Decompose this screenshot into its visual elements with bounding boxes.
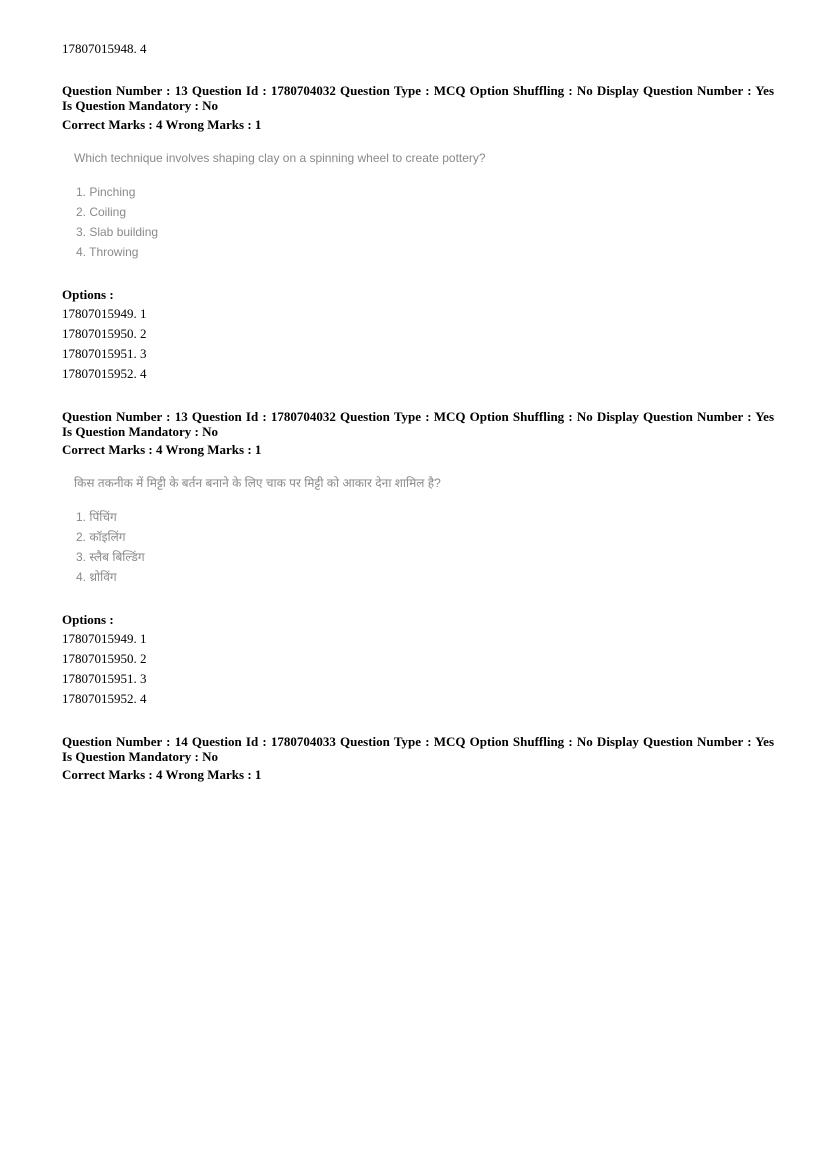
question-meta-line: Question Number : 13 Question Id : 1780704032 Question Type : MCQ Option Shuffling : No Display Question Number : Yes <box>62 409 774 424</box>
question-marks-line: Correct Marks : 4 Wrong Marks : 1 <box>62 767 262 782</box>
option-line: 17807015952. 4 <box>62 691 147 706</box>
question-choice: 4. Throwing <box>76 245 139 259</box>
options-label: Options : <box>62 287 114 302</box>
option-line: 17807015949. 1 <box>62 631 147 646</box>
options-label: Options : <box>62 612 114 627</box>
option-line: 17807015948. 4 <box>62 41 147 56</box>
question-choice: 1. Pinching <box>76 185 136 199</box>
option-line: 17807015950. 2 <box>62 326 147 341</box>
option-line: 17807015952. 4 <box>62 366 147 381</box>
question-meta-line: Question Number : 13 Question Id : 1780704032 Question Type : MCQ Option Shuffling : No Display Question Number : Yes <box>62 83 774 98</box>
question-choice: 4. थ्रोविंग <box>76 570 117 584</box>
question-mandatory-line: Is Question Mandatory : No <box>62 749 219 764</box>
question-mandatory-line: Is Question Mandatory : No <box>62 98 219 113</box>
option-line: 17807015951. 3 <box>62 346 147 361</box>
question-marks-line: Correct Marks : 4 Wrong Marks : 1 <box>62 442 262 457</box>
question-text: किस तकनीक में मिट्टी के बर्तन बनाने के लिए चाक पर मिट्टी को आकार देना शामिल है? <box>74 476 441 490</box>
question-choice: 3. स्लैब बिल्डिंग <box>76 550 145 564</box>
option-line: 17807015950. 2 <box>62 651 147 666</box>
question-choice: 2. Coiling <box>76 205 127 219</box>
option-line: 17807015949. 1 <box>62 306 147 321</box>
question-choice: 2. कॉइलिंग <box>76 530 126 544</box>
question-choice: 1. पिंचिंग <box>76 510 117 524</box>
question-choice: 3. Slab building <box>76 225 159 239</box>
question-marks-line: Correct Marks : 4 Wrong Marks : 1 <box>62 117 262 132</box>
option-line: 17807015951. 3 <box>62 671 147 686</box>
question-mandatory-line: Is Question Mandatory : No <box>62 424 219 439</box>
question-text: Which technique involves shaping clay on a spinning wheel to create pottery? <box>74 151 486 165</box>
question-meta-line: Question Number : 14 Question Id : 1780704033 Question Type : MCQ Option Shuffling : No Display Question Number : Yes <box>62 734 774 749</box>
